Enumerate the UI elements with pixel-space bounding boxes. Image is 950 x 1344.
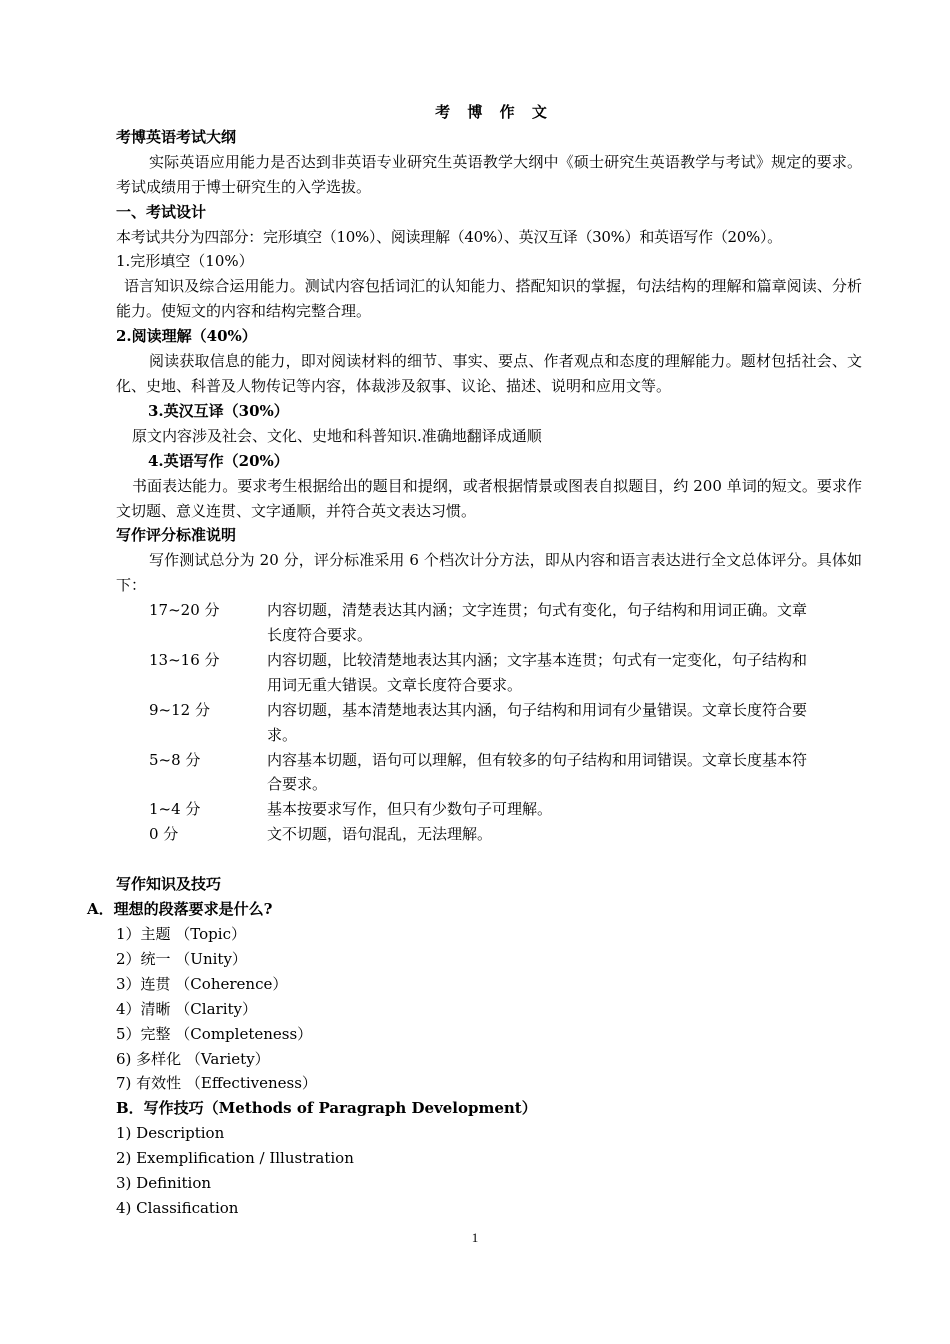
score-row (116, 598, 862, 648)
page-number: 1 (471, 1230, 479, 1245)
list-item: 4) Classification (116, 1198, 239, 1217)
translation-heading: 3.英汉互译（30%） (148, 401, 289, 420)
list-item: 7) 有效性 （Effectiveness） (116, 1074, 317, 1093)
score-row (116, 797, 862, 822)
design-paragraph: 本考试共分为四部分：完形填空（10%）、阅读理解（40%）、英汉互译（30%）和英语写作（20%）。 (116, 227, 782, 246)
list-item: 3) Definition (116, 1174, 212, 1193)
score-table (116, 598, 862, 847)
score-description: 文不切题，语句混乱，无法理解。 (267, 825, 493, 844)
score-range: 0 分 (149, 825, 179, 844)
list-item: 5）完整 （Completeness） (116, 1024, 313, 1043)
intro-paragraph: 实际英语应用能力是否达到非英语专业研究生英语教学大纲中《硕士研究生英语教学与考试》规定的要求。考试成绩用于博士研究生的入学选拔。 (116, 152, 862, 196)
heading-design: 一、考试设计 (116, 202, 207, 221)
score-row (116, 698, 862, 748)
writing-heading: 4.英语写作（20%） (148, 451, 289, 470)
doc-title: 考 博 作 文 (435, 103, 553, 121)
list-item: 4）清晰 （Clarity） (116, 999, 257, 1018)
cloze-paragraph: 语言知识及综合运用能力。测试内容包括词汇的认知能力、搭配知识的掌握，句法结构的理解和篇章阅读、分析能力。使短文的内容和结构完整合理。 (116, 277, 862, 321)
score-description: 内容切题，基本清楚地表达其内涵，句子结构和用词有少量错误。文章长度符合要求。 (267, 700, 808, 744)
score-range: 13~16 分 (149, 650, 220, 669)
score-description: 内容切题，清楚表达其内涵；文字连贯；句式有变化，句子结构和用词正确。文章长度符合要求。 (267, 601, 808, 645)
reading-heading: 2.阅读理解（40%） (116, 327, 257, 346)
list-item: 6) 多样化 （Variety） (116, 1049, 270, 1068)
section-a-heading: A．理想的段落要求是什么? (87, 900, 273, 919)
list-item: 2）统一 （Unity） (116, 949, 247, 968)
skills-heading: 写作知识及技巧 (116, 875, 222, 894)
score-range: 17~20 分 (149, 601, 220, 620)
list-item: 1）主题 （Topic） (116, 925, 246, 943)
list-item: 2) Exemplification / Illustration (116, 1149, 354, 1168)
document-page (87, 100, 862, 1221)
score-range: 5~8 分 (149, 750, 201, 769)
score-description: 基本按要求写作，但只有少数句子可理解。 (267, 800, 553, 819)
score-description: 内容切题，比较清楚地表达其内涵；文字基本连贯；句式有一定变化，句子结构和用词无重大错误。文章长度符合要求。 (267, 650, 808, 694)
scoring-heading: 写作评分标准说明 (116, 526, 237, 545)
scoring-intro: 写作测试总分为 20 分，评分标准采用 6 个档次计分方法，即从内容和语言表达进行全文总体评分。具体如下： (116, 551, 862, 595)
reading-paragraph: 阅读获取信息的能力，即对阅读材料的细节、事实、要点、作者观点和态度的理解能力。题材包括社会、文化、史地、科普及人物传记等内容，体裁涉及叙事、议论、描述、说明和应用文等。 (116, 352, 862, 395)
score-row (116, 822, 862, 847)
translation-paragraph: 原文内容涉及社会、文化、史地和科普知识.准确地翻译成通顺 (132, 426, 542, 445)
spacer (116, 847, 862, 872)
cloze-heading: 1.完形填空（10%） (116, 252, 254, 271)
section-b-heading: B．写作技巧（Methods of Paragraph Development） (116, 1099, 537, 1118)
score-row (116, 648, 862, 698)
score-range: 1~4 分 (149, 800, 201, 819)
score-range: 9~12 分 (149, 700, 210, 719)
list-item: 1) Description (116, 1124, 225, 1143)
heading-outline: 考博英语考试大纲 (116, 127, 237, 146)
score-description: 内容基本切题，语句可以理解，但有较多的句子结构和用词错误。文章长度基本符合要求。 (267, 750, 808, 794)
writing-paragraph: 书面表达能力。要求考生根据给出的题目和提纲，或者根据情景或图表自拟题目，约 200 单词的短文。要求作文切题、意义连贯、文字通顺，并符合英文表达习惯。 (116, 476, 862, 520)
list-item: 3）连贯 （Coherence） (116, 974, 288, 993)
score-row (116, 748, 862, 798)
